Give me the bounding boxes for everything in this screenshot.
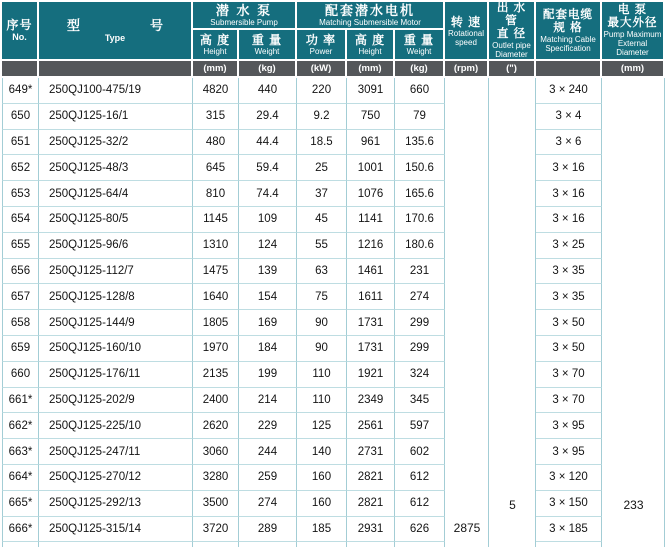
cell-power: 90 [297, 310, 347, 336]
table-row [2, 310, 665, 336]
col-header-pump-weight [239, 30, 297, 59]
merged-value-rotational-speed: 2875 [453, 521, 481, 535]
cell-motor-weight: 165.6 [395, 181, 445, 207]
cell-no: 654 [2, 207, 39, 233]
cell-motor-weight: 612 [395, 491, 445, 517]
header-label-en: No. [12, 32, 27, 42]
header-label-zh: 配套电缆 [543, 8, 593, 21]
cell-motor-height: 2821 [347, 491, 395, 517]
cell-pump-weight: 214 [239, 388, 297, 414]
cell-power: 140 [297, 439, 347, 465]
cell-pump-height: 1145 [193, 207, 239, 233]
header-label-en2: Specification [545, 43, 591, 53]
col-header-motor-weight [395, 30, 445, 59]
cell-type: 250QJ125-202/9 [39, 388, 193, 414]
table-row [2, 388, 665, 414]
table-row [2, 336, 665, 362]
unit-motor-weight: (kg) [395, 59, 445, 78]
header-label-en: Rotational speed [447, 28, 485, 47]
cell-motor-height: 2931 [347, 517, 395, 543]
cell-pump-weight: 169 [239, 310, 297, 336]
cell-motor-height: 2349 [347, 388, 395, 414]
table-row [2, 491, 665, 517]
cell-pump-weight: 29.4 [239, 104, 297, 130]
cell-motor-height: 1611 [347, 284, 395, 310]
unit-motor-height: (mm) [347, 59, 395, 78]
cell-power: 75 [297, 284, 347, 310]
header-label-en: Height [358, 47, 382, 56]
unit-pump-weight: (kg) [239, 59, 297, 78]
cell-pump-height: 1640 [193, 284, 239, 310]
cell-motor-height: 1731 [347, 336, 395, 362]
cell-pump-height: 1805 [193, 310, 239, 336]
cell-no: 653 [2, 181, 39, 207]
table-row [2, 465, 665, 491]
header-label-en: Matching Cable [540, 34, 596, 44]
cell-pump-height: 3280 [193, 465, 239, 491]
cell-no: 657 [2, 284, 39, 310]
cell-cable: 3 × 25 [536, 233, 602, 259]
header-label-en: Height [203, 47, 227, 56]
cell-motor-weight [395, 542, 445, 547]
cell-cable: 3 × 70 [536, 362, 602, 388]
cell-type: 250QJ125-247/11 [39, 439, 193, 465]
cell-pump-weight: 289 [239, 517, 297, 543]
pump-spec-table [2, 2, 665, 547]
cell-type: 250QJ125-270/12 [39, 465, 193, 491]
cell-pump-height: 1970 [193, 336, 239, 362]
header-label-zh: 重 量 [403, 33, 435, 47]
table-row [2, 130, 665, 156]
cell-type: 250QJ125-64/4 [39, 181, 193, 207]
cell-pump-weight: 109 [239, 207, 297, 233]
cell-outlet-merged [489, 78, 536, 547]
cell-pump-height: 2620 [193, 413, 239, 439]
cell-type: 250QJ125-225/10 [39, 413, 193, 439]
header-label-zh: 配套潜水电机 [324, 3, 415, 18]
cell-motor-height: 3091 [347, 78, 395, 104]
cell-motor-weight: 150.6 [395, 155, 445, 181]
header-label-zh: 高 度 [354, 33, 386, 47]
cell-no: 660 [2, 362, 39, 388]
cell-speed-merged [445, 78, 489, 547]
header-label-zh: 电 泵 [617, 4, 648, 16]
cell-no: 663* [2, 439, 39, 465]
cell-motor-weight: 597 [395, 413, 445, 439]
unit-power: (kW) [297, 59, 347, 78]
cell-cable: 3 × 35 [536, 259, 602, 285]
col-header-outlet [489, 2, 536, 59]
unit-type [39, 59, 193, 78]
col-header-type [39, 2, 193, 59]
cell-power: 160 [297, 465, 347, 491]
cell-motor-height: 961 [347, 130, 395, 156]
cell-motor-weight: 231 [395, 259, 445, 285]
cell-type: 250QJ100-475/19 [39, 78, 193, 104]
cell-pump-weight: 124 [239, 233, 297, 259]
table-body [2, 78, 665, 547]
cell-type: 250QJ125-315/14 [39, 517, 193, 543]
cell-pump-weight: 184 [239, 336, 297, 362]
cell-cable: 3 × 95 [536, 439, 602, 465]
cell-motor-height: 2561 [347, 413, 395, 439]
cell-pump-height: 3500 [193, 491, 239, 517]
cell-power [297, 542, 347, 547]
cell-no: 666* [2, 517, 39, 543]
header-label-en: Submersible Pump [210, 18, 278, 27]
cell-diameter-merged [602, 78, 665, 547]
cell-power: 185 [297, 517, 347, 543]
cell-pump-weight: 139 [239, 259, 297, 285]
cell-no: 651 [2, 130, 39, 156]
cell-pump-height: 4820 [193, 78, 239, 104]
cell-power: 55 [297, 233, 347, 259]
cell-cable: 3 × 35 [536, 284, 602, 310]
cell-cable: 3 × 6 [536, 130, 602, 156]
header-label-zh: 潜 水 泵 [215, 3, 273, 18]
cell-cable: 3 × 185 [536, 517, 602, 543]
cell-cable: 3 × 70 [536, 388, 602, 414]
cell-pump-height: 1310 [193, 233, 239, 259]
table-row [2, 207, 665, 233]
type-char-2: 号 [149, 17, 163, 33]
header-label-zh: 序号 [6, 18, 33, 32]
cell-cable: 3 × 16 [536, 181, 602, 207]
col-header-cable [536, 2, 602, 59]
cell-cable: 3 × 120 [536, 465, 602, 491]
cell-type: 250QJ125-160/10 [39, 336, 193, 362]
cell-motor-height [347, 542, 395, 547]
cell-type: 250QJ125-48/3 [39, 155, 193, 181]
cell-motor-weight: 660 [395, 78, 445, 104]
cell-cable: 3 × 4 [536, 104, 602, 130]
col-header-diameter [602, 2, 665, 59]
cell-no: 649* [2, 78, 39, 104]
header-label-en2: External Diameter [616, 39, 649, 57]
cell-pump-weight: 74.4 [239, 181, 297, 207]
cell-type: 250QJ125-128/8 [39, 284, 193, 310]
cell-no: 658 [2, 310, 39, 336]
cell-power: 110 [297, 388, 347, 414]
table-row [2, 104, 665, 130]
cell-no: 659 [2, 336, 39, 362]
cell-motor-weight: 170.6 [395, 207, 445, 233]
cell-motor-height: 2821 [347, 465, 395, 491]
cell-motor-weight: 626 [395, 517, 445, 543]
cell-no: 652 [2, 155, 39, 181]
cell-motor-weight: 274 [395, 284, 445, 310]
cell-pump-weight [239, 542, 297, 547]
cell-pump-weight: 59.4 [239, 155, 297, 181]
cell-motor-weight: 299 [395, 336, 445, 362]
cell-motor-weight: 180.6 [395, 233, 445, 259]
cell-pump-weight: 229 [239, 413, 297, 439]
header-label-zh: 高 度 [199, 33, 231, 47]
table-row-partial [2, 542, 665, 547]
header-label-zh [39, 18, 191, 33]
header-row-units [2, 59, 665, 78]
header-label-zh: 出 水 管 [496, 2, 527, 27]
cell-pump-height: 1475 [193, 259, 239, 285]
cell-power: 125 [297, 413, 347, 439]
cell-no: 662* [2, 413, 39, 439]
header-label-en: Weight [406, 47, 432, 56]
cell-power: 220 [297, 78, 347, 104]
merged-value-max-external-diameter: 233 [623, 498, 644, 512]
merged-value-outlet-diameter: 5 [509, 498, 516, 512]
cell-pump-height: 315 [193, 104, 239, 130]
cell-pump-weight: 259 [239, 465, 297, 491]
header-label-en: Matching Submersible Motor [319, 18, 421, 27]
table-row [2, 439, 665, 465]
header-label-en2: Diameter [495, 50, 528, 59]
cell-pump-height: 3720 [193, 517, 239, 543]
cell-power: 25 [297, 155, 347, 181]
cell-cable: 3 × 150 [536, 491, 602, 517]
cell-no: 664* [2, 465, 39, 491]
cell-motor-weight: 79 [395, 104, 445, 130]
header-label-en: Power [309, 47, 333, 56]
unit-no [2, 59, 39, 78]
table-row [2, 233, 665, 259]
header-row-groups [2, 2, 665, 30]
cell-motor-weight: 602 [395, 439, 445, 465]
cell-motor-height: 1461 [347, 259, 395, 285]
cell-power: 110 [297, 362, 347, 388]
header-label-en: Weight [254, 47, 280, 56]
cell-cable: 3 × 50 [536, 310, 602, 336]
cell-pump-weight: 244 [239, 439, 297, 465]
cell-motor-height: 1141 [347, 207, 395, 233]
cell-cable [536, 542, 602, 547]
unit-speed: (rpm) [445, 59, 489, 78]
cell-motor-height: 1001 [347, 155, 395, 181]
header-label-zh2: 最大外径 [607, 17, 658, 29]
cell-pump-height: 810 [193, 181, 239, 207]
cell-power: 18.5 [297, 130, 347, 156]
cell-motor-height: 1076 [347, 181, 395, 207]
table-row [2, 259, 665, 285]
col-header-motor-height [347, 30, 395, 59]
col-header-speed [445, 2, 489, 59]
header-label-zh: 转 速 [450, 14, 482, 29]
col-header-power [297, 30, 347, 59]
cell-pump-height: 2135 [193, 362, 239, 388]
cell-pump-weight: 199 [239, 362, 297, 388]
cell-no: 665* [2, 491, 39, 517]
cell-type: 250QJ125-292/13 [39, 491, 193, 517]
table-row [2, 78, 665, 104]
cell-type: 250QJ125-112/7 [39, 259, 193, 285]
type-char-1: 型 [67, 17, 81, 33]
cell-power: 45 [297, 207, 347, 233]
cell-pump-weight: 154 [239, 284, 297, 310]
cell-type: 250QJ125-32/2 [39, 130, 193, 156]
cell-no: 661* [2, 388, 39, 414]
header-label-en: Outlet pipe [492, 41, 531, 50]
col-header-motor-group [297, 2, 445, 30]
cell-cable: 3 × 16 [536, 207, 602, 233]
cell-pump-weight: 274 [239, 491, 297, 517]
cell-motor-weight: 612 [395, 465, 445, 491]
unit-cable [536, 59, 602, 78]
cell-power: 63 [297, 259, 347, 285]
cell-no: 656 [2, 259, 39, 285]
table-row [2, 517, 665, 543]
cell-no [2, 542, 39, 547]
cell-cable: 3 × 240 [536, 78, 602, 104]
header-label-zh2: 规 格 [553, 21, 583, 34]
cell-power: 160 [297, 491, 347, 517]
cell-power: 9.2 [297, 104, 347, 130]
cell-type: 250QJ125-96/6 [39, 233, 193, 259]
cell-power: 90 [297, 336, 347, 362]
unit-outlet: (") [489, 59, 536, 78]
cell-motor-weight: 135.6 [395, 130, 445, 156]
cell-pump-weight: 44.4 [239, 130, 297, 156]
table-row [2, 362, 665, 388]
table-row [2, 155, 665, 181]
header-label-zh2: 直 径 [496, 28, 527, 40]
cell-motor-height: 750 [347, 104, 395, 130]
unit-diameter: (mm) [602, 59, 665, 78]
col-header-no [2, 2, 39, 59]
header-label-en: Type [104, 32, 126, 43]
cell-type: 250QJ125-16/1 [39, 104, 193, 130]
unit-pump-height: (mm) [193, 59, 239, 78]
table-header [2, 2, 665, 78]
cell-no: 655 [2, 233, 39, 259]
cell-type: 250QJ125-176/11 [39, 362, 193, 388]
cell-no: 650 [2, 104, 39, 130]
table-row [2, 181, 665, 207]
col-header-pump-height [193, 30, 239, 59]
cell-pump-height: 480 [193, 130, 239, 156]
cell-cable: 3 × 50 [536, 336, 602, 362]
cell-pump-weight: 440 [239, 78, 297, 104]
cell-motor-height: 1731 [347, 310, 395, 336]
cell-motor-weight: 324 [395, 362, 445, 388]
cell-type [39, 542, 193, 547]
cell-pump-height: 2400 [193, 388, 239, 414]
cell-cable: 3 × 16 [536, 155, 602, 181]
header-label-en: Pump Maximum [603, 30, 662, 39]
header-label-zh: 功 率 [305, 33, 337, 47]
cell-cable: 3 × 95 [536, 413, 602, 439]
cell-pump-height [193, 542, 239, 547]
cell-pump-height: 3060 [193, 439, 239, 465]
cell-motor-weight: 345 [395, 388, 445, 414]
cell-type: 250QJ125-80/5 [39, 207, 193, 233]
cell-type: 250QJ125-144/9 [39, 310, 193, 336]
cell-pump-height: 645 [193, 155, 239, 181]
header-label-zh: 重 量 [251, 33, 283, 47]
cell-motor-height: 2731 [347, 439, 395, 465]
table-row [2, 284, 665, 310]
col-header-pump-group [193, 2, 297, 30]
cell-power: 37 [297, 181, 347, 207]
cell-motor-weight: 299 [395, 310, 445, 336]
cell-motor-height: 1921 [347, 362, 395, 388]
table-row [2, 413, 665, 439]
cell-motor-height: 1216 [347, 233, 395, 259]
